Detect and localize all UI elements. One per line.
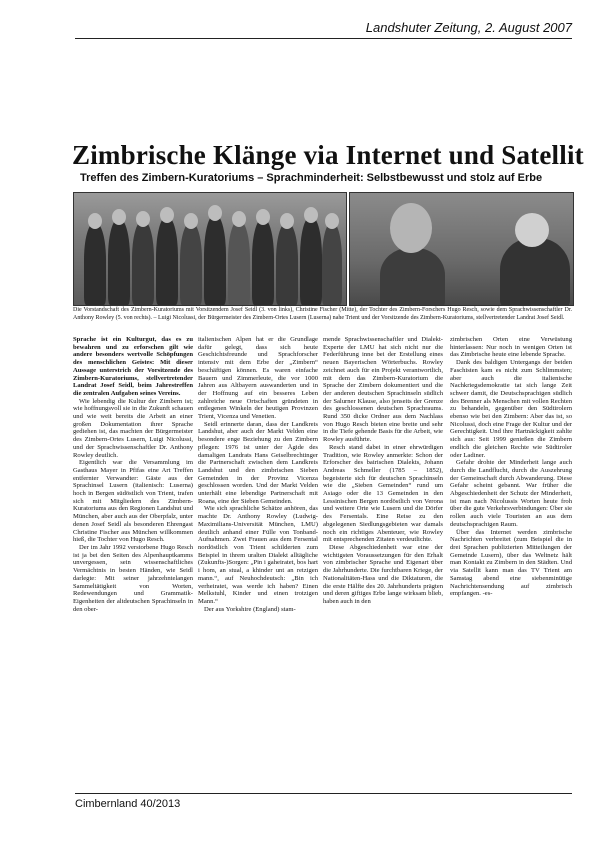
paragraph: Der im Jahr 1992 verstorbene Hugo Resch ist ja bei den Seiten des Alpenhauptkamms unvergessen, sein wissenschaftliches Vermächtnis in besten Händen, wie Seidl darlegte: Mit seiner jahrzehntelangen Sammeltätigkeit von Worten, Redewendungen und Grammatik-Eigenheiten der altdeutschen Sprachinseln in den ober- <box>73 543 193 613</box>
article-subheadline: Treffen des Zimbern-Kuratoriums – Sprachminderheit: Selbstbewusst und stolz auf Erbe <box>80 172 543 184</box>
paragraph: italienischen Alpen hat er die Grundlage dafür gelegt, dass sich heute Geschichtsfreunde und Sprachforscher intensiv mit dem Erbe der „Zimbern“ beschäftigen können. Es waren einfache Bauern und Zimmerleute, die vor 1000 Jahren aus Altbayern auswanderten und in der Hoffnung auf ein besseres Leben zahlreiche neue Ortschaften gründeten in entlegenen Winkeln der heutigen Provinzen Trient, Vicenza und Venetien. <box>198 336 318 421</box>
publication-header: Landshuter Zeitung, 2. August 2007 <box>365 20 572 35</box>
paragraph: Dank des baldigen Untergangs der beiden Faschisten kam es nicht zum Schlimmsten; aber auch die italienische Nachkriegsdemokratie tat sich lange Zeit schwer damit, die Deutschsprachigen südlich des Brenner als Menschen mit vollen Rechten zu behandeln, gegenüber den Südtirolern ebenso wie bei den Zimbern: Aber das ist, so Nicolussi, doch eine Frage der Kultur und der Gerechtigkeit. Und ihre Hartnäckigkeit zahlte sich aus: Seit 1999 genießen die Zimbern endlich die gleichen Rechte wie Südtiroler oder Ladiner. <box>450 359 572 459</box>
bottom-rule <box>75 793 572 794</box>
photo-caption: Die Vorstandschaft des Zimbern-Kuratoriums mit Vorsitzendem Josef Seidl (3. von links), Christine Fischer (Mitte), der Tochter des Zimbern-Forschers Hugo Resch, sowie dem Sprachwissenschaftler Dr. Anthony Rowley (5. von rechts). – Luigi Nicolussi, der Bürgermeister des Zimbern-Ortes Lusern (Luserna) nahe Trient und der Vorsitzende des Zimbern-Kuratoriums, stellvertretender Landrat Josef Seidl. <box>73 307 572 321</box>
lead-paragraph: Sprache ist ein Kulturgut, das es zu bewahren und zu erforschen gilt wie andere besonders wertvolle Schöpfungen des menschlichen Geistes: Mit dieser Aussage unterstrich der Vorsitzende des Zimbern-Kuratoriums, stellvertretender Landrat Josef Seidl, beim Jahrestreffen die zentralen Aufgaben seines Vereins. <box>73 336 193 397</box>
paragraph: Der aus Yorkshire (England) stam- <box>204 605 296 613</box>
footer-issue: Cimbernland 40/2013 <box>75 798 181 810</box>
article-column-2 <box>198 336 318 613</box>
paragraph: Gefahr drohte der Minderheit lange auch durch die Landflucht, durch die Auszehrung der Gemeinschaft durch Abwanderung. Diese Gefahr scheint gebannt. War früher die Abgeschiedenheit der Schutz der Minderheit, ist man nach Nicolussis Worten heute froh über die gute Verkehrsverbindungen: Über sie rollen auch viele Touristen an aus dem deutschsprachigen Raum. <box>450 459 572 528</box>
paragraph: Resch stand dabei in einer ehrwürdigen Tradition, wie Rowley anmerkte: Schon der Erforscher des bairischen Dialekts, Johann Andreas Schmeller (1785 – 1852), begeisterte sich für deutschen Sprachinseln wie die „Sieben Gemeinden“ rund um Asiago oder die 13 Gemeinden in den Lessinischen Bergen nordöstlich von Verona und weitere Orte wie Lusern und die Dörfer des Fersentals. Eine Reise zu den abgelegenen Siedlungsgebieten war damals noch ein richtiges Abenteuer, wie Rowley mit entsprechenden Zitaten verdeutlichte. <box>323 443 443 544</box>
paragraph: Seidl erinnerte daran, dass der Landkreis Landshut, aber auch der Markt Velden eine besondere enge Beziehung zu den Zimbern pflegen: 1976 ist unter der Ägide des damaligen Landrats Hans Geiselbrechtinger die Partnerschaft zwischen dem Landkreis Landshut und den zimbrischen Sieben Gemeinden in der Provinz Vicenza geschlossen worden. Und der Markt Velden unterhält eine lebendige Partnerschaft mit Roana, eine der Sieben Gemeinden. <box>198 420 318 505</box>
paragraph: Wie lebendig die Kultur der Zimbern ist; wie hoffnungsvoll sie in die Zukunft schauen und wie weit bereits die Arbeit an einer großen Dokumentation ihrer Sprache gediehen ist, das machten der Bürgermeister des Zimbern-Ortes Lusern, Luigi Nicolussi, und der Sprachwissenschaftler Dr. Anthony Rowley deutlich. <box>73 397 193 459</box>
paragraph: zimbrischen Orten eine Verwüstung hinterlassen: Nur noch in wenigen Orten ist das Zimbrische heute eine lebende Sprache. <box>450 336 572 359</box>
group-photo <box>73 192 347 306</box>
paragraph: Wie sich sprachliche Schätze anhören, das machte Dr. Anthony Rowley (Ludwig-Maximilians-Universität München, LMU) deutlich anhand einer Fülle von Tonband-Aufnahmen. Zwei Frauen aus dem Fersental nordöstlich von Trient schilderten zum Beispiel in ihrem uralten Dialekt alltägliche (Zukunfts-)Sorgen: „Pin i gaheiratet, bos hart i hom, an stual, a khinder unt an retzigen mann.“, auf Neuhochdeutsch: „Bin ich verheiratet, was werde ich haben? Einen Melkstuhl, Kinder und einen trotzigen Mann.“ <box>198 505 318 605</box>
paragraph: Über das Internet werden zimbrische Nachrichten verbreitet (zum Beispiel die in drei Sprachen publizierten Mitteilungen der Gemeinde Lusern), über das Weltnetz hält man Kontakt zu Zimbern in den Städten. Und via Satellit kann man das TV Trient am Samstag abend eine siebenminütige Nachrichtensendung auf zimbrisch empfangen. -es- <box>450 528 572 598</box>
article-column-1 <box>73 336 193 613</box>
portrait-photo <box>349 192 574 306</box>
paragraph: Diese Abgeschiedenheit war eine der wichtigsten Voraussetzungen für den Erhalt von zimbrischer Sprache und Eigenart über die Jahrhunderte. Die furchtbaren Kriege, der Nationalitäten-Hass und die Diktaturen, die die erste Hälfte des 20. Jahrhunderts prägten und deren giftiges Erbe lange wirksam blieb, haben auch in den <box>323 543 443 605</box>
article-column-4 <box>450 336 572 598</box>
article-column-3 <box>323 336 443 606</box>
paragraph: Eigentlich war die Versammlung im Gasthaus Mayer in Pfifas eine Art Treffen entfernter Verwandter: Gäste aus der Sprachinsel Lusern (italienisch: Luserna) hoch in Bergen südöstlich von Trient, trafen sich mit Mitgliedern des Zimbern-Kuratoriums aus den Regionen Landshut und München, aber auch aus der Oberpfalz, unter denen Josef Seidl als besonderen Ehrengast Christine Fischer aus München willkommen hieß, die Tochter von Hugo Resch. <box>73 459 193 544</box>
top-rule <box>75 38 572 39</box>
paragraph: mende Sprachwissenschaftler und Dialekt-Experte der LMU hat sich nicht nur die Federführung inne bei der Erstellung eines neuen Bayerischen Wörterbuchs. Rowley zeichnet auch für ein Projekt verantwortlich, mit dem das Zimbern-Kuratorium die Sprache der Zimbern dokumentiert und die der anderen deutschen Sprachinseln südlich der Salurner Klause, also jenseits der Grenze des geschlossenen deutschen Sprachraums. Rund 350 dicke Ordner aus dem Nachlass von Hugo Resch bieten eine breite und sehr in die Tiefe gehende Basis für die Arbeit, wie Rowley ausführte. <box>323 336 443 444</box>
article-headline: Zimbrische Klänge via Internet und Satellit <box>72 140 584 170</box>
